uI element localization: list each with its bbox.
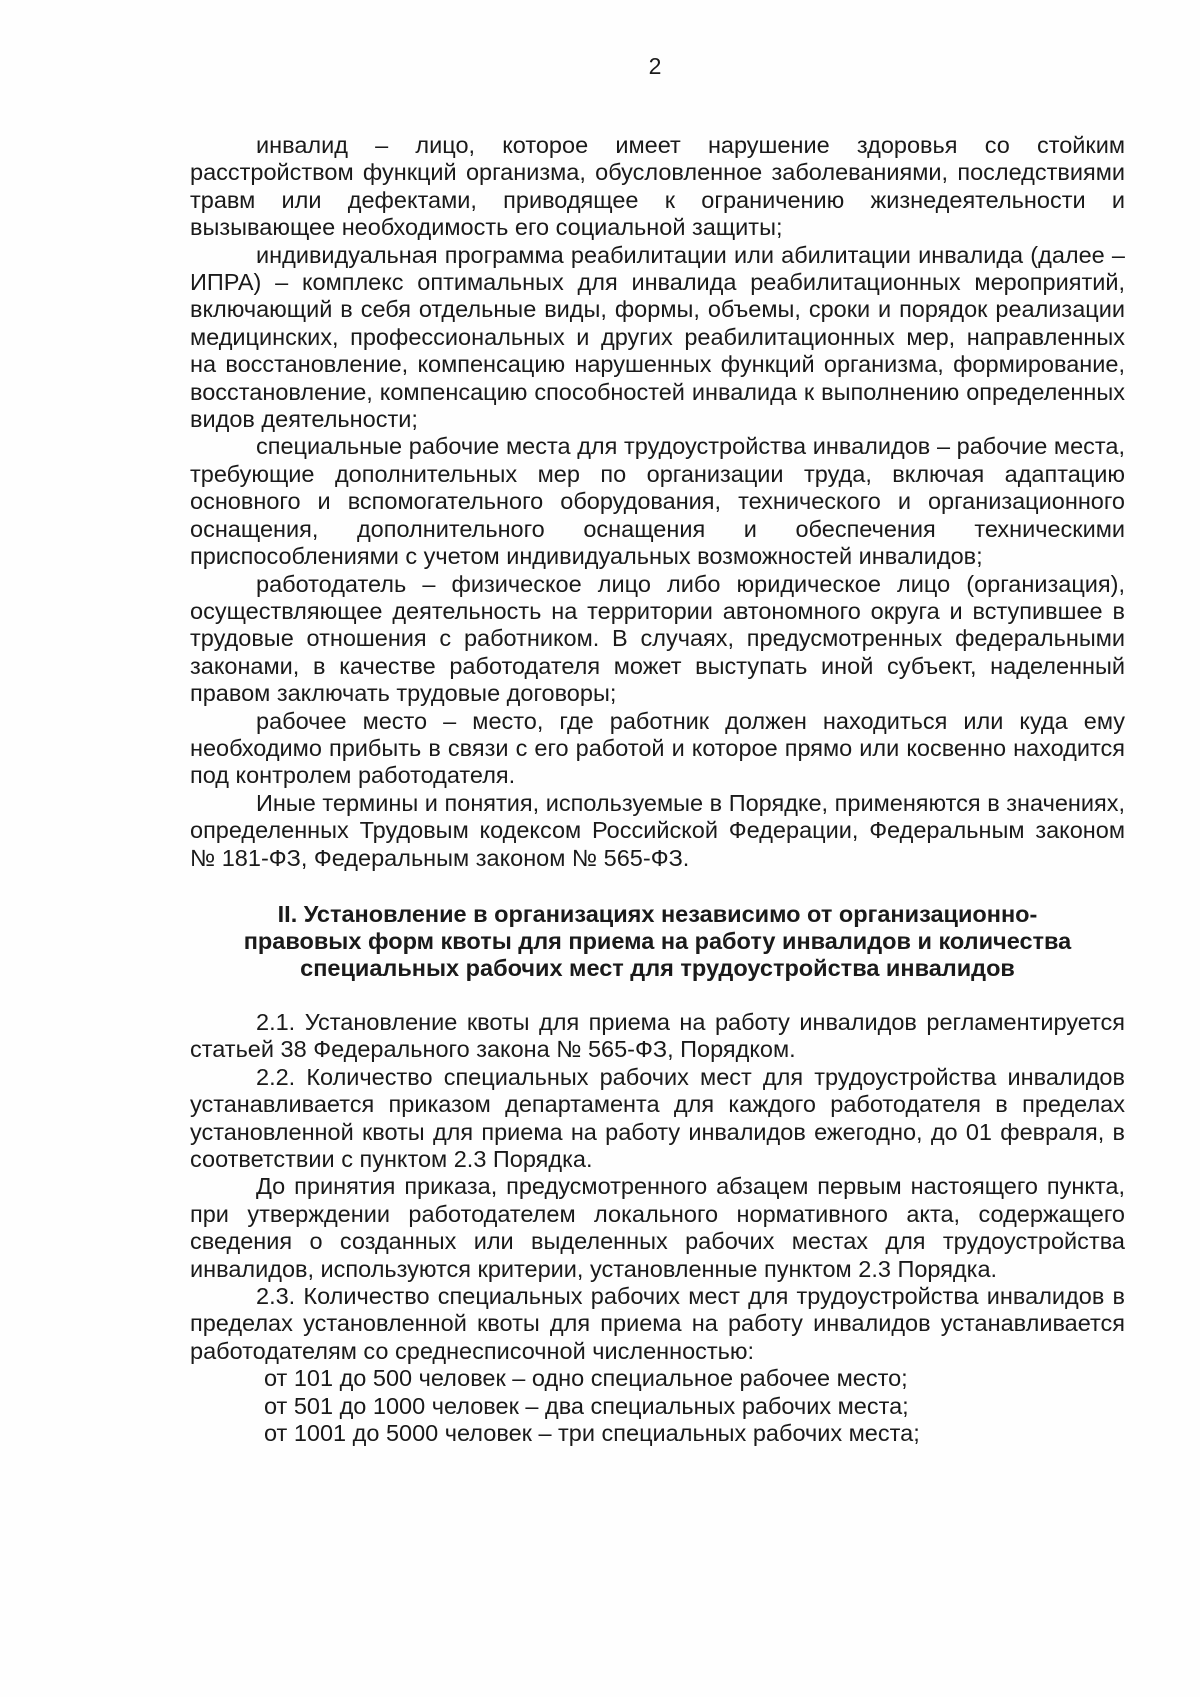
- quota-list-item: от 501 до 1000 человек – два специальных рабочих места;: [264, 1392, 909, 1419]
- clause-2-1: 2.1. Установление квоты для приема на работу инвалидов регламентируется статьей 38 Федерального закона № 565-ФЗ, Порядком.: [190, 1008, 1125, 1063]
- definition-ipra: индивидуальная программа реабилитации или абилитации инвалида (далее – ИПРА) – комплекс оптимальных для инвалида реабилитационных мероприятий, включающий в себя отдельные виды, формы, объемы, сроки и порядок реализации медицинских, профессиональных и других реабилитационных мер, направленных на восстановление, компенсацию нарушенных функций организма, формирование, восстановление, компенсацию способностей инвалида к выполнению определенных видов деятельности;: [190, 241, 1125, 433]
- document-body: [190, 132, 1125, 1447]
- clause-2-2-paragraph-2: До принятия приказа, предусмотренного абзацем первым настоящего пункта, при утверждении работодателем локального нормативного акта, содержащего сведения о созданных или выделенных рабочих местах для трудоустройства инвалидов, используются критерии, установленные пунктом 2.3 Порядка.: [190, 1173, 1125, 1282]
- definition-special-workplaces: специальные рабочие места для трудоустройства инвалидов – рабочие места, требующие дополнительных мер по организации труда, включая адаптацию основного и вспомогательного оборудования, технического и организационного оснащения, дополнительного оснащения и обеспечения техническими приспособлениями с учетом индивидуальных возможностей инвалидов;: [190, 433, 1125, 570]
- section-heading-line: специальных рабочих мест для трудоустройства инвалидов: [300, 954, 1015, 981]
- definition-disabled-person: инвалид – лицо, которое имеет нарушение здоровья со стойким расстройством функций организма, обусловленное заболеваниями, последствиями травм или дефектами, приводящее к ограничению жизнедеятельности и вызывающее необходимость его социальной защиты;: [190, 132, 1125, 241]
- definition-workplace: рабочее место – место, где работник должен находиться или куда ему необходимо прибыть в связи с его работой и которое прямо или косвенно находится под контролем работодателя.: [190, 707, 1125, 789]
- quota-list-item: от 1001 до 5000 человек – три специальных рабочих места;: [264, 1420, 920, 1447]
- definition-other-terms: Иные термины и понятия, используемые в Порядке, применяются в значениях, определенных Трудовым кодексом Российской Федерации, Федеральным законом № 181-ФЗ, Федеральным законом № 565-ФЗ.: [190, 789, 1125, 871]
- section-heading-line: правовых форм квоты для приема на работу инвалидов и количества: [243, 927, 1072, 954]
- quota-list-item: от 101 до 500 человек – одно специальное рабочее место;: [264, 1365, 908, 1392]
- definition-employer: работодатель – физическое лицо либо юридическое лицо (организация), осуществляющее деятельность на территории автономного округа и вступившее в трудовые отношения с работником. В случаях, предусмотренных федеральными законами, в качестве работодателя может выступать иной субъект, наделенный правом заключать трудовые договоры;: [190, 570, 1125, 707]
- clause-2-2: 2.2. Количество специальных рабочих мест для трудоустройства инвалидов устанавливается приказом департамента для каждого работодателя в пределах установленной квоты для приема на работу инвалидов ежегодно, до 01 февраля, в соответствии с пунктом 2.3 Порядка.: [190, 1063, 1125, 1172]
- section-heading: [190, 901, 1125, 982]
- clause-2-3: 2.3. Количество специальных рабочих мест для трудоустройства инвалидов в пределах установленной квоты для приема на работу инвалидов устанавливается работодателям со среднесписочной численностью:: [190, 1283, 1125, 1364]
- section-heading-line: II. Установление в организациях независимо от организационно-: [277, 900, 1038, 927]
- page-number: 2: [648, 53, 662, 79]
